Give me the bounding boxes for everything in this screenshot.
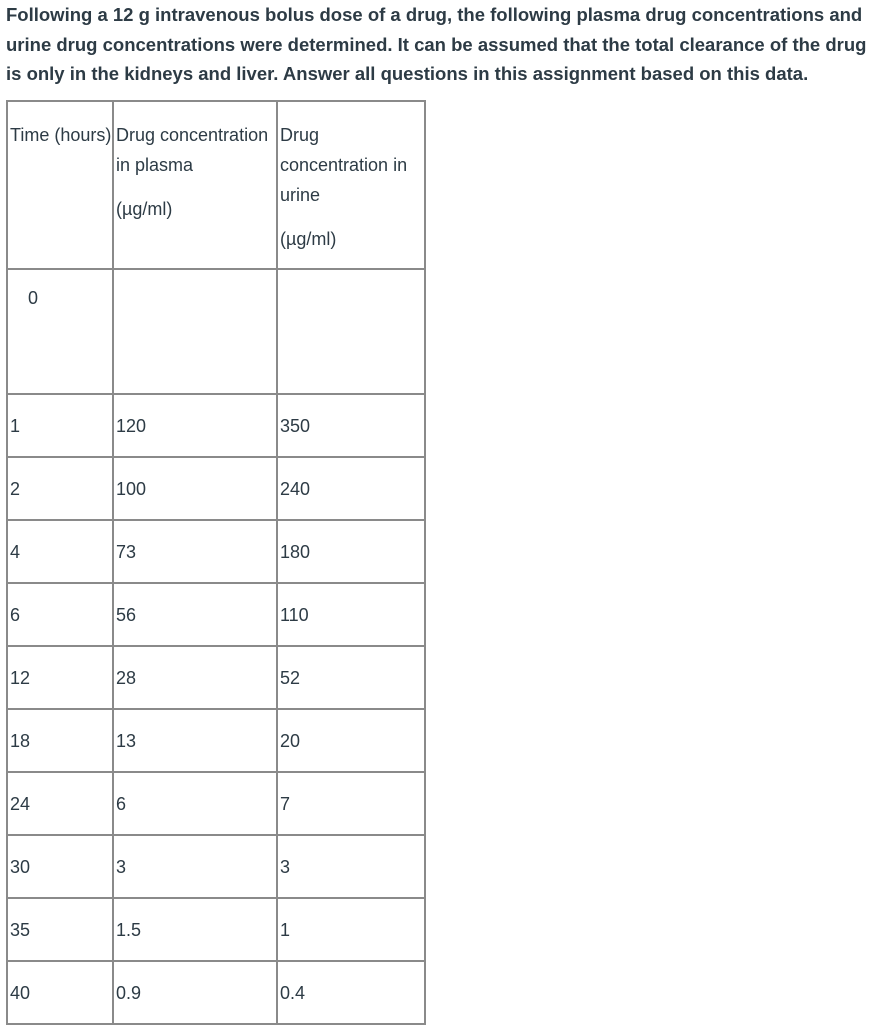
- urine-cell: [277, 709, 425, 772]
- header-urine-cell: [277, 101, 425, 269]
- table-row: [7, 520, 425, 583]
- plasma-value: 1.5: [116, 920, 142, 940]
- time-cell: [7, 646, 113, 709]
- plasma-value: 28: [116, 668, 137, 688]
- urine-value: 3: [280, 857, 291, 877]
- plasma-value: 56: [116, 605, 137, 625]
- urine-cell: [277, 269, 425, 394]
- plasma-cell: [113, 898, 277, 961]
- time-cell: [7, 394, 113, 457]
- time-value: 18: [10, 731, 31, 751]
- time-value: 35: [10, 920, 31, 940]
- plasma-cell: [113, 709, 277, 772]
- time-value: 30: [10, 857, 31, 877]
- header-plasma: Drug concentration in plasma: [116, 125, 269, 175]
- urine-cell: [277, 772, 425, 835]
- urine-value: 7: [280, 794, 291, 814]
- time-value: 24: [10, 794, 31, 814]
- urine-value: [278, 270, 424, 288]
- plasma-value: 100: [116, 479, 147, 499]
- time-cell: [7, 520, 113, 583]
- plasma-cell: [113, 269, 277, 394]
- plasma-value: 0.9: [116, 983, 142, 1003]
- time-value: 12: [10, 668, 31, 688]
- table-row: [7, 646, 425, 709]
- time-cell: [7, 835, 113, 898]
- plasma-cell: [113, 772, 277, 835]
- table-header-row: [7, 101, 425, 269]
- intro-paragraph: Following a 12 g intravenous bolus dose of a drug, the following plasma drug concentrations and urine drug concentrations were determined. It can be assumed that the total clearance of the drug is only in the kidneys and liver. Answer all questions in this assignment based on this data.: [6, 4, 867, 84]
- plasma-value: 13: [116, 731, 137, 751]
- plasma-value: 3: [116, 857, 127, 877]
- time-cell: [7, 709, 113, 772]
- urine-cell: [277, 520, 425, 583]
- header-time: Time (hours): [10, 125, 112, 145]
- time-cell: [7, 583, 113, 646]
- table-row: [7, 898, 425, 961]
- time-value: 1: [10, 416, 21, 436]
- urine-cell: [277, 394, 425, 457]
- urine-value: 180: [280, 542, 311, 562]
- header-urine-unit: (µg/ml): [280, 229, 337, 249]
- time-value: 4: [10, 542, 21, 562]
- time-cell: [7, 898, 113, 961]
- urine-value: 52: [280, 668, 301, 688]
- time-cell: [7, 457, 113, 520]
- table-row: [7, 835, 425, 898]
- urine-cell: [277, 835, 425, 898]
- urine-value: 0.4: [280, 983, 306, 1003]
- urine-cell: [277, 583, 425, 646]
- urine-cell: [277, 457, 425, 520]
- table-row: [7, 269, 425, 394]
- plasma-value: 6: [116, 794, 127, 814]
- plasma-value: 73: [116, 542, 137, 562]
- time-value: 0: [28, 288, 39, 308]
- plasma-cell: [113, 583, 277, 646]
- urine-value: 20: [280, 731, 301, 751]
- header-time-cell: [7, 101, 113, 269]
- plasma-cell: [113, 646, 277, 709]
- plasma-cell: [113, 394, 277, 457]
- header-plasma-unit: (µg/ml): [116, 199, 173, 219]
- time-cell: [7, 961, 113, 1024]
- plasma-cell: [113, 835, 277, 898]
- urine-cell: [277, 961, 425, 1024]
- table-row: [7, 457, 425, 520]
- urine-cell: [277, 646, 425, 709]
- time-cell: [7, 269, 113, 394]
- plasma-cell: [113, 457, 277, 520]
- time-value: 2: [10, 479, 21, 499]
- urine-value: 240: [280, 479, 311, 499]
- table-row: [7, 772, 425, 835]
- time-value: 6: [10, 605, 21, 625]
- table-row: [7, 394, 425, 457]
- plasma-value: [114, 270, 276, 288]
- table-row: [7, 709, 425, 772]
- plasma-cell: [113, 520, 277, 583]
- urine-value: 110: [280, 605, 309, 625]
- time-cell: [7, 772, 113, 835]
- urine-value: 1: [280, 920, 291, 940]
- urine-value: 350: [280, 416, 311, 436]
- table-row: [7, 961, 425, 1024]
- urine-cell: [277, 898, 425, 961]
- plasma-cell: [113, 961, 277, 1024]
- time-value: 40: [10, 983, 31, 1003]
- table-row: [7, 583, 425, 646]
- header-urine: Drug concentration in urine: [280, 125, 408, 205]
- header-plasma-cell: [113, 101, 277, 269]
- concentration-table: [6, 100, 426, 1025]
- plasma-value: 120: [116, 416, 147, 436]
